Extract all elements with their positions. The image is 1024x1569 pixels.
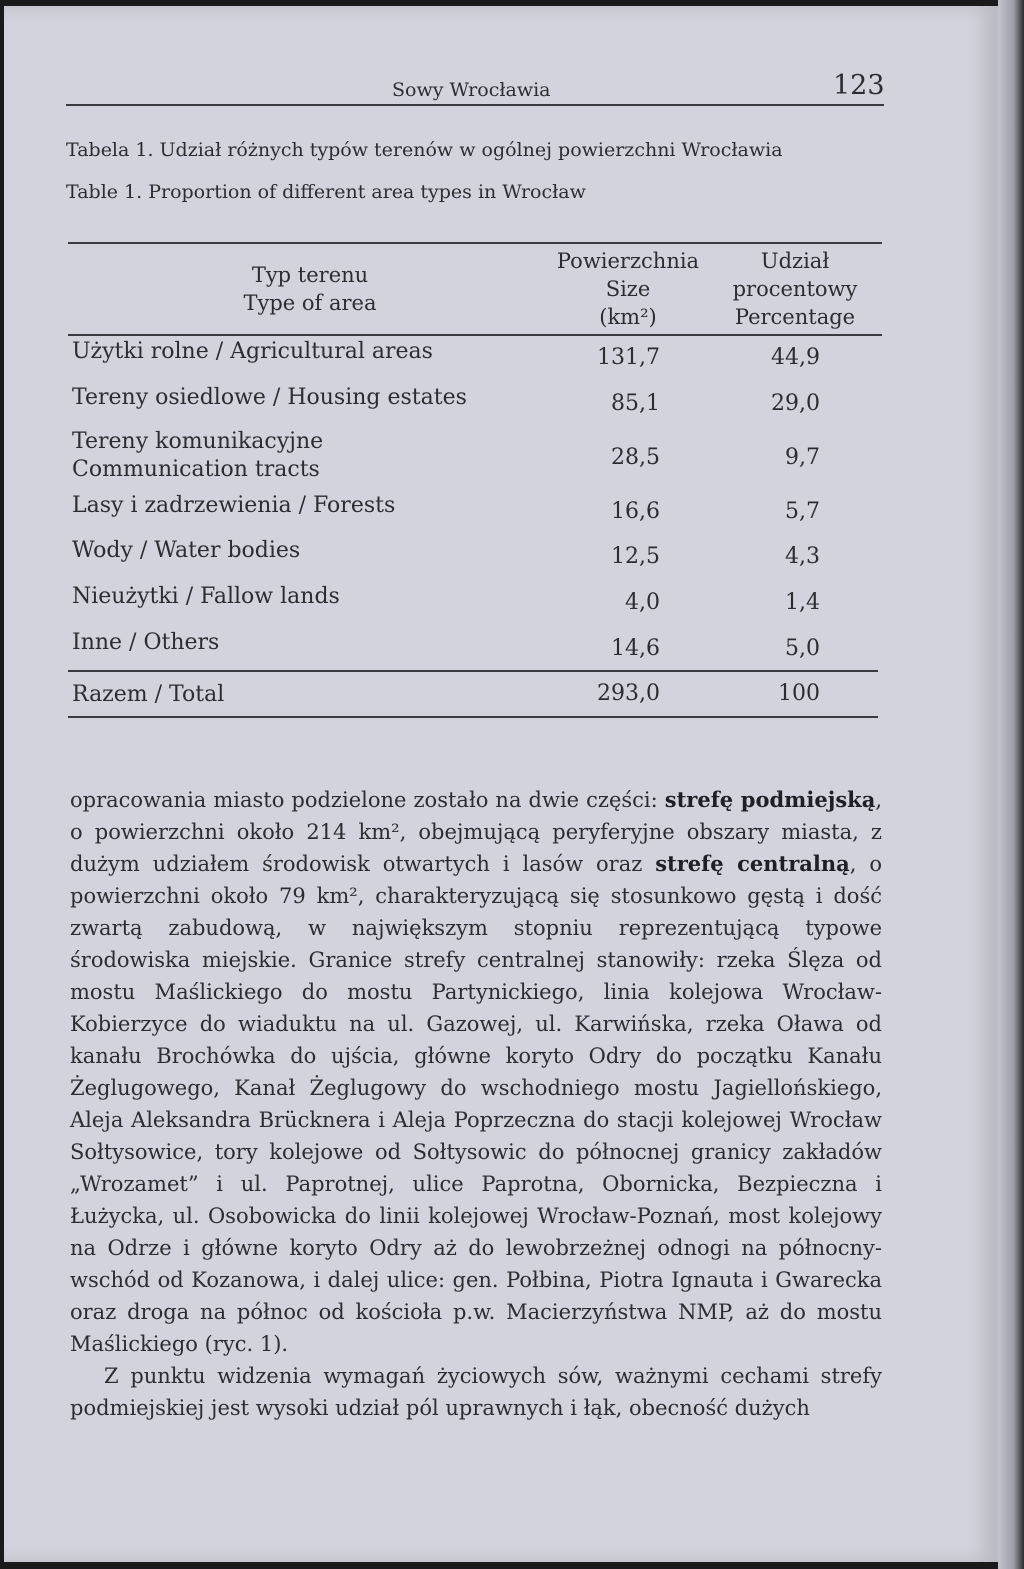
table-cell-percentage: 4,3: [785, 544, 820, 569]
emphasis-suburban-zone: strefę podmiejską: [664, 787, 876, 812]
table-row-label: Użytki rolne / Agricultural areas: [72, 339, 433, 364]
table-row-label: Nieużytki / Fallow lands: [72, 584, 340, 609]
paragraph: opracowania miasto podzielone zostało na dwie części: strefę podmiejską, o powierzchni około 214 km², obejmującą peryferyjne obszary miasta, z dużym udziałem środowisk otwartych i lasów oraz strefę centralną, o powierzchni około 79 km², charakteryzującą się stosunkowo gęstą i dość zwartą zabudową, w największym stopniu reprezentującą typowe środowiska miejskie. Granice strefy centralnej stanowiły: rzeka Ślęza od mostu Maślickiego do mostu Partynickiego, linia kolejowa Wrocław-Kobierzyce do wiaduktu na ul. Gazowej, ul. Karwińska, rzeka Oława od kanału Brochówka do ujścia, główne koryto Odry do początku Kanału Żeglugowego, Kanał Żeglugowy do wschodniego mostu Jagiellońskiego, Aleja Aleksandra Brücknera i Aleja Poprzeczna do stacji kolejowej Wrocław Sołtysowice, tory kolejowe od Sołtysowic do północnej granicy zakładów „Wrozamet” i ul. Paprotnej, ulice Paprotna, Obornicka, Bezpieczna i Łużycka, ul. Osobowicka do linii kolejowej Wrocław-Poznań, most kolejowy na Odrze i główne koryto Odry aż do lewobrzeżnej odnogi na północny-wschód od Kozanowa, i dalej ulice: gen. Połbina, Piotra Ignauta i Gwarecka oraz droga na północ od kościoła p.w. Macierzyństwa NMP, aż do mostu Maślickiego (ryc. 1).: [70, 787, 883, 1356]
table-cell-size: 16,6: [611, 499, 660, 524]
table-cell-percentage: 44,9: [771, 345, 820, 370]
table-cell-size: 28,5: [611, 445, 660, 470]
table-total-label: Razem / Total: [72, 682, 225, 707]
table-row-label: Tereny osiedlowe / Housing estates: [72, 385, 467, 410]
emphasis-central-zone: strefę centralną: [655, 851, 850, 876]
table-top-rule: [68, 242, 882, 244]
table-row-label: Lasy i zadrzewienia / Forests: [72, 493, 396, 518]
table-row-label: Wody / Water bodies: [72, 538, 301, 563]
table-total-rule: [68, 670, 878, 672]
table-cell-size: 85,1: [611, 391, 660, 416]
running-head: Sowy Wrocławia: [392, 79, 551, 101]
col-header-percentage: Udział procentowy Percentage: [732, 249, 858, 329]
col-header-size: Powierzchnia Size (km²): [556, 249, 700, 329]
table-cell-size: 14,6: [611, 636, 660, 661]
header-rule: [66, 104, 884, 106]
table-cell-percentage: 9,7: [785, 445, 820, 470]
table-bottom-rule: [68, 716, 878, 718]
table-cell-percentage: 5,0: [785, 636, 820, 661]
book-edge: [998, 0, 1024, 1569]
table-cell-size: 131,7: [597, 345, 660, 370]
table-cell-percentage: 29,0: [771, 391, 820, 416]
table-row-label: Tereny komunikacyjne Communication tracts: [72, 429, 324, 482]
table-caption-en: Table 1. Proportion of different area types in Wrocław: [66, 181, 586, 203]
table-header-rule: [68, 334, 882, 336]
table-row-label: Inne / Others: [72, 630, 220, 655]
body-text: [70, 784, 882, 1424]
table-cell-percentage: 1,4: [785, 590, 820, 615]
table-cell-size: 12,5: [611, 544, 660, 569]
page-number: 123: [833, 70, 885, 101]
table-total-percentage: 100: [778, 681, 820, 706]
table-caption-pl: Tabela 1. Udział różnych typów terenów w ogólnej powierzchni Wrocławia: [66, 139, 783, 161]
table-cell-percentage: 5,7: [785, 499, 820, 524]
table-total-size: 293,0: [597, 681, 660, 706]
paragraph: Z punktu widzenia wymagań życiowych sów, ważnymi cechami strefy podmiejskiej jest wysoki udział pól uprawnych i łąk, obecność dużych: [70, 1364, 882, 1420]
table-cell-size: 4,0: [625, 590, 660, 615]
col-header-type: Typ terenu Type of area: [243, 263, 377, 315]
